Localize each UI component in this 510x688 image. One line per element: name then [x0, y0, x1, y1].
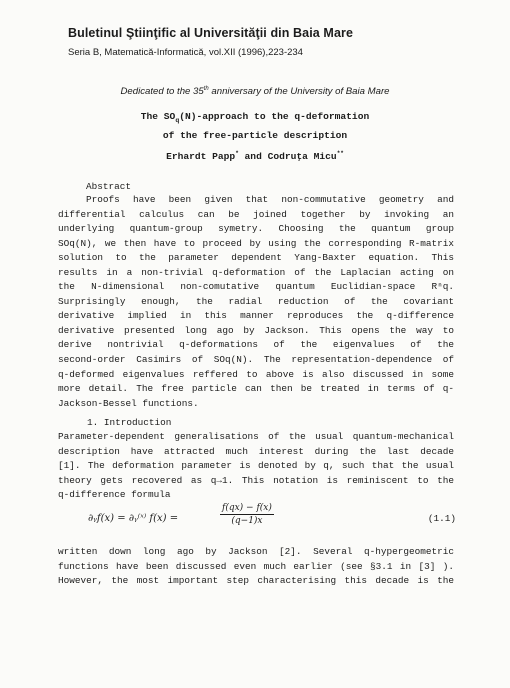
abstract-line: derivative presented long ago by Jackson. This opens the way to — [58, 324, 454, 336]
abstract-line: underlying quantum-group symetry. Choosing the quantum group — [58, 223, 454, 235]
journal-header — [68, 26, 353, 58]
abstract-line: q-deformed eigenvalues reffered to above is also discussed in some — [58, 368, 454, 380]
body-line: functions have been discussed even much earlier (see §3.1 in [3] ). — [58, 560, 454, 572]
body-line: q-difference formula — [58, 489, 171, 501]
author-1-mark: * — [235, 150, 239, 157]
author-2-mark: ** — [336, 150, 344, 157]
abstract-line: second-order Casimirs of SOq(N). The representation-dependence of — [58, 354, 454, 366]
equation-numerator: f(qx) − f(x) — [222, 503, 272, 513]
abstract-body — [58, 193, 454, 411]
equation-denominator: (q−1)x — [231, 516, 263, 526]
body-line: theory gets recovered as q→1. This notation is reminiscent to the — [58, 474, 454, 486]
author-1: Erhardt Papp — [166, 151, 236, 163]
body-line: However, the most important step characterising this decade is the — [58, 575, 454, 587]
abstract-line: solution to the parameter dependent Yang-Baxter equation. This — [58, 252, 454, 264]
abstract-heading: Abstract — [86, 181, 132, 192]
abstract-line: derivative implied in this manner reproduces the q-difference — [58, 310, 454, 322]
paper-title — [0, 109, 510, 143]
abstract-line: results in a non-trivial q-deformation of the Laplacian acting on — [58, 266, 454, 278]
equation-1-1 — [58, 503, 456, 539]
equation-lhs: ∂ᵧf(x) = ∂ᵧ⁽ˣ⁾ f(x) = — [88, 513, 179, 524]
dedication-suffix: anniversary of the University of Baia Mare — [208, 86, 390, 98]
abstract-line: more detail. The free particle can then be treated in terms of q- — [58, 383, 454, 395]
abstract-line: differential calculus can be joined together by invoking an — [58, 208, 454, 220]
body-line: written down long ago by Jackson [2]. Several q-hypergeometric — [58, 546, 454, 557]
journal-title: Buletinul Ştiinţific al Universităţii din Baia Mare — [68, 26, 354, 40]
abstract-line: Proofs have been given that non-commutative geometry and — [86, 194, 454, 205]
title-line-2: of the free-particle description — [162, 129, 348, 141]
abstract-line: the N-dimensional non-comutative quantum Euclidian-space Rⁿq. — [58, 281, 454, 293]
equation-fraction — [220, 503, 274, 526]
section-heading: 1. Introduction — [87, 417, 172, 428]
authors: Erhardt Papp* and Codruţa Micu** — [166, 150, 344, 163]
abstract-line: SOq(N), we then have to proceed by using the corresponding R-matrix — [58, 237, 454, 249]
abstract-line: derive nontrivial q-deformations of the eigenvalues of the — [58, 339, 454, 351]
section-body — [58, 430, 454, 503]
body-line: [1]. The deformation parameter is denoted by q, such that the usual — [58, 460, 454, 472]
abstract-line: Surprisingly enough, the radial reduction of the covariant — [58, 295, 454, 307]
journal-series: Seria B, Matematică-Informatică, vol.XII (1996),223-234 — [68, 47, 303, 58]
body-line: Parameter-dependent generalisations of the usual quantum-mechanical — [58, 431, 454, 442]
abstract-line: Jackson-Bessel functions. — [58, 397, 199, 409]
dedication — [0, 86, 510, 97]
dedication-sup: th — [203, 86, 209, 92]
dedication-prefix: Dedicated to the 35 — [120, 86, 204, 98]
author-2: Codruţa Micu — [267, 151, 337, 163]
equation-number: (1.1) — [427, 513, 456, 524]
section-body-continued — [58, 545, 454, 589]
body-line: description have attracted much interest during the last decade — [58, 445, 454, 457]
title-line-1: The $SO_q(N)$-approach to the q-deformation — [140, 111, 370, 124]
